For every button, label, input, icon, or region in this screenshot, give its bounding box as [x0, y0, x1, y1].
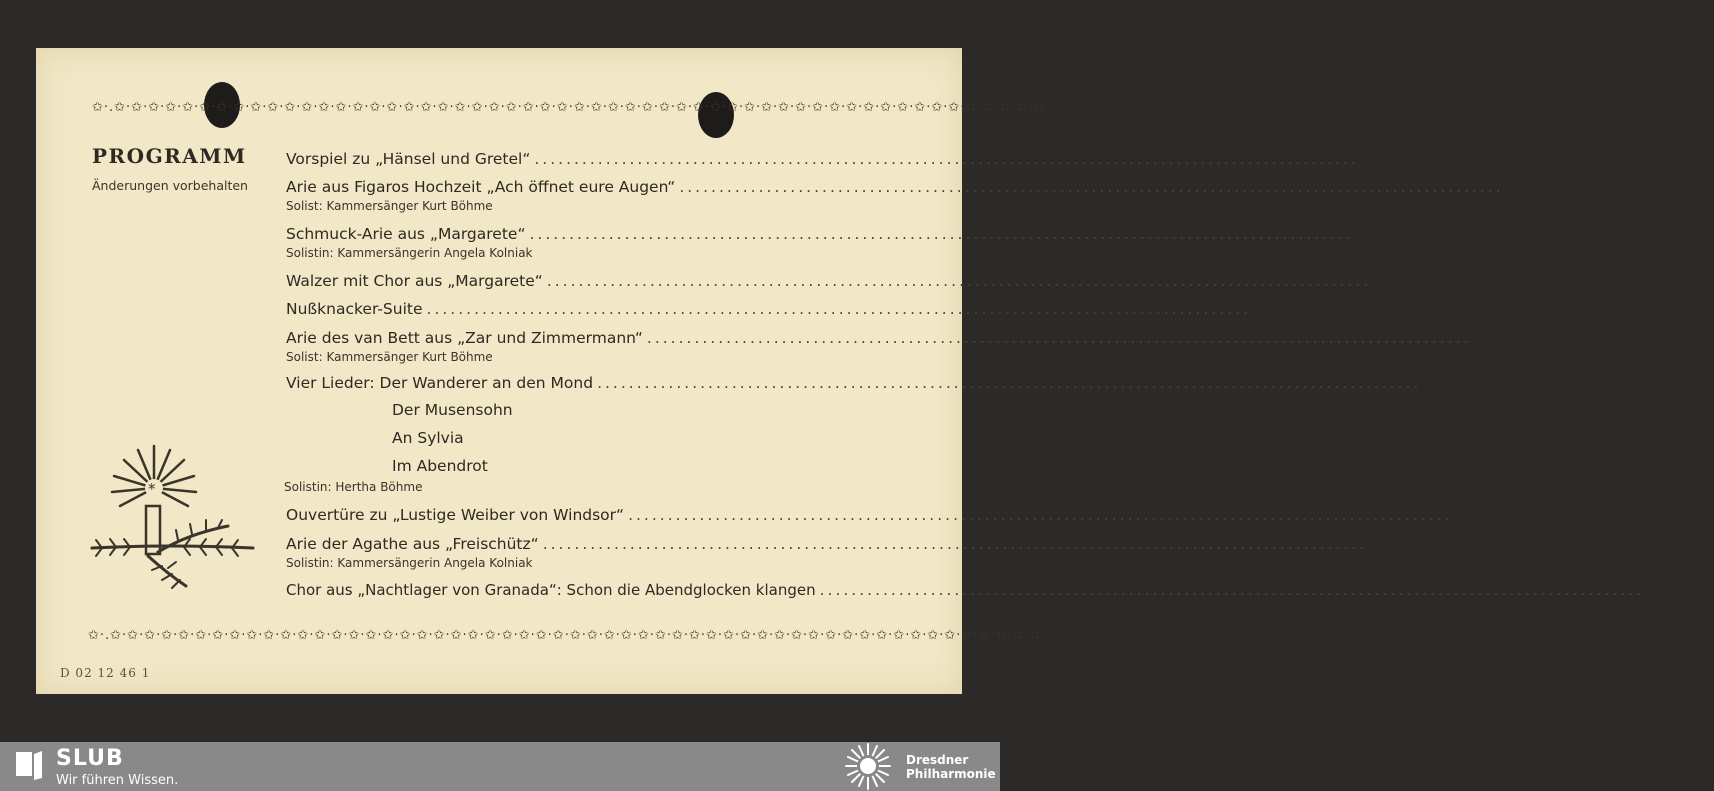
- svg-text:*: *: [148, 480, 156, 498]
- footer-bar: [0, 742, 1000, 791]
- composer-name: Weber: [1371, 535, 1421, 553]
- work-title: Arie der Agathe aus „Freischütz“: [286, 535, 539, 553]
- work-title: Schmuck-Arie aus „Margarete“: [286, 225, 526, 243]
- composer-name: Nicolai: [1456, 506, 1509, 524]
- program-entry: Ouvertüre zu „Lustige Weiber von Windsor“ ........................................................................................................ Nicolai: [286, 506, 1509, 524]
- program-entry: Arie aus Figaros Hochzeit „Ach öffnet eure Augen“ ........................................................................................................ Mozart Solist: Kammersänger Kurt Böhme: [286, 178, 1561, 213]
- soloist-line: Solistin: Hertha Böhme: [284, 480, 423, 494]
- slub-logo-icon[interactable]: [14, 748, 44, 782]
- song-title: An Sylvia: [392, 429, 464, 447]
- song-title: Der Musensohn: [392, 401, 513, 419]
- work-title: Ouvertüre zu „Lustige Weiber von Windsor“: [286, 506, 625, 524]
- program-entry: Chor aus „Nachtlager von Granada“: Schon die Abendglocken klangen ........................................................................................................ Kreutzer: [286, 581, 1714, 599]
- composer-name: Tschaikowsky: [1254, 300, 1359, 318]
- program-card: [36, 48, 1714, 694]
- slub-name[interactable]: SLUB: [56, 746, 124, 771]
- composer-name: Humperdinck: [1362, 150, 1467, 168]
- program-entry: Walzer mit Chor aus „Margarete“ ........................................................................................................ Gounod: [286, 272, 1436, 290]
- dresdner-philharmonie-name[interactable]: Dresdner Philharmonie: [906, 753, 996, 781]
- ornament-border-top: ✩·.✩·✩·✩·✩·✩·✩·✩·✩·✩·✩·✩·✩·✩·✩·✩·✩·✩·✩·✩·✩·✩·✩·✩·✩·✩·✩·✩·✩·✩·✩·✩·✩·✩·✩·✩·✩·✩·✩·✩·✩·✩·✩·✩·✩·✩·✩·✩·✩·✩·✩·✩·✩·✩·✩·✩: [92, 100, 1046, 115]
- composer-name: Franz Schubert: [1425, 374, 1542, 392]
- work-title: Nußknacker-Suite: [286, 300, 423, 318]
- composer-name: Kreutzer: [1648, 581, 1714, 599]
- dresdner-philharmonie-logo-icon[interactable]: [838, 742, 898, 791]
- work-title: Vorspiel zu „Hänsel und Gretel“: [286, 150, 531, 168]
- work-title: Arie des van Bett aus „Zar und Zimmermann“: [286, 329, 643, 347]
- work-title: Chor aus „Nachtlager von Granada“: Schon die Abendglocken klangen: [286, 581, 816, 599]
- soloist-line: Solist: Kammersänger Kurt Böhme: [286, 199, 493, 213]
- candle-branch-icon: [88, 444, 258, 594]
- soloist-line: Solistin: Kammersängerin Angela Kolniak: [286, 556, 533, 570]
- composer-name: Gounod: [1375, 272, 1436, 290]
- catalog-number: D 02 12 46 1: [60, 666, 151, 680]
- composer-name: Gounod: [1357, 225, 1419, 243]
- composer-name: Mozart: [1507, 178, 1561, 196]
- composer-name: Lortzing: [1475, 329, 1538, 347]
- ornament-border-bottom: ✩·.✩·✩·✩·✩·✩·✩·✩·✩·✩·✩·✩·✩·✩·✩·✩·✩·✩·✩·✩·✩·✩·✩·✩·✩·✩·✩·✩·✩·✩·✩·✩·✩·✩·✩·✩·✩·✩·✩·✩·✩·✩·✩·✩·✩·✩·✩·✩·✩·✩·✩·✩·✩·✩·✩·✩: [88, 628, 1042, 643]
- program-entry: Nußknacker-Suite ........................................................................................................ Tschaikowsky: [286, 300, 1359, 318]
- program-entry: Arie der Agathe aus „Freischütz“ ........................................................................................................ Weber Solistin: Kammersängerin Angela Kolniak: [286, 535, 1421, 570]
- work-title: Vier Lieder: Der Wanderer an den Mond: [286, 374, 594, 392]
- program-entry: Vorspiel zu „Hänsel und Gretel“ ........................................................................................................ Humperdinck: [286, 150, 1467, 168]
- work-title: Walzer mit Chor aus „Margarete“: [286, 272, 543, 290]
- work-title: Arie aus Figaros Hochzeit „Ach öffnet eure Augen“: [286, 178, 676, 196]
- program-entry: Schmuck-Arie aus „Margarete“ ........................................................................................................ Gounod Solistin: Kammersängerin Angela Kolniak: [286, 225, 1419, 260]
- soloist-line: Solist: Kammersänger Kurt Böhme: [286, 350, 493, 364]
- program-entry: Vier Lieder: Der Wanderer an den Mond ........................................................................................................ Franz Schubert: [286, 374, 1542, 392]
- soloist-line: Solistin: Kammersängerin Angela Kolniak: [286, 246, 533, 260]
- slub-tagline: Wir führen Wissen.: [56, 773, 179, 788]
- program-title: PROGRAMM: [92, 144, 247, 168]
- song-title: Im Abendrot: [392, 457, 488, 475]
- program-subtitle: Änderungen vorbehalten: [92, 178, 248, 193]
- program-entry: Arie des van Bett aus „Zar und Zimmermann“ ........................................................................................................ Lortzing Solist: Kammersänger Kurt Böhme: [286, 329, 1538, 364]
